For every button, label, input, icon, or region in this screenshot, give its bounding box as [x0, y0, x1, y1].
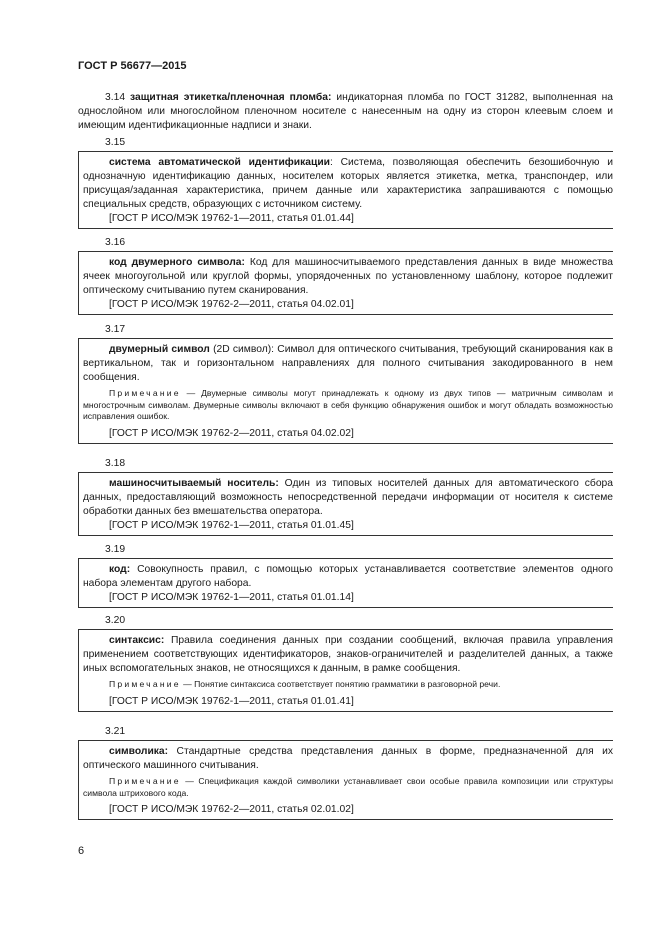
note-label: Примечание — [109, 776, 181, 786]
term: система автоматической идентификации — [109, 157, 330, 168]
definition-text: Стандартные средства представления данных в форме, предназначенной для их оптического машинного считывания. — [83, 746, 613, 771]
reference: [ГОСТ Р ИСО/МЭК 19762-1—2011, статья 01.01.44] — [109, 213, 354, 224]
definition-text: (2D символ): Символ для оптического считывания, требующий сканирования как в вертикальном, так и горизонтальном направлениях для полного считывания закодированного в нем сообщения. — [83, 344, 613, 383]
term-separator: : — [330, 157, 333, 168]
definition-box-3-21 — [78, 740, 613, 820]
entry-number: 3.21 — [105, 726, 126, 737]
note-label: Примечание — [109, 679, 181, 689]
entry-number: 3.18 — [105, 458, 126, 469]
definition-box-3-20 — [78, 629, 613, 712]
entry-number: 3.17 — [105, 324, 126, 335]
entry-number: 3.19 — [105, 544, 126, 555]
term: синтаксис: — [109, 635, 165, 646]
definition-text: Правила соединения данных при создании сообщений, включая правила управления применением соответствующих идентификаторов, знаков-ограничителей и разделителей данных, а также иных вспомогательных знаков, не относящихся к данным, в рамке сообщения. — [83, 635, 613, 674]
entry-number: 3.15 — [105, 137, 126, 148]
definition-3-14 — [78, 91, 613, 133]
reference: [ГОСТ Р ИСО/МЭК 19762-2—2011, статья 02.01.02] — [109, 804, 354, 815]
term: двумерный символ — [109, 344, 210, 355]
reference: [ГОСТ Р ИСО/МЭК 19762-1—2011, статья 01.01.14] — [109, 592, 354, 603]
definition-text: Один из типовых носителей данных для автоматического сбора данных, предоставляющий возможность непосредственной передачи информации от носителя к системе обработки данных без вмешательства оператора. — [83, 478, 613, 517]
note-text: — Понятие синтаксиса соответствует понятию грамматики в разговорной речи. — [180, 679, 501, 689]
definition-box-3-15 — [78, 151, 613, 229]
page-number: 6 — [78, 845, 85, 857]
definition-text: Система, позволяющая обеспечить безошибочную и однозначную идентификацию данных, носителем которых является этикетка, метка, транспондер, или присущая/заданная характеристика, причем данные или характеристика запрашиваются с помощью специальных средств, образующих с источником систему. — [83, 157, 613, 210]
definition-box-3-16 — [78, 251, 613, 315]
definition-box-3-19 — [78, 558, 613, 608]
definition-box-3-17 — [78, 338, 613, 444]
term: защитная этикетка/пленочная пломба: — [130, 92, 332, 103]
reference: [ГОСТ Р ИСО/МЭК 19762-2—2011, статья 04.02.02] — [109, 427, 354, 439]
entry-number: 3.20 — [105, 615, 126, 626]
definition-box-3-18 — [78, 472, 613, 536]
term: машиносчитываемый носитель: — [109, 478, 279, 489]
reference: [ГОСТ Р ИСО/МЭК 19762-1—2011, статья 01.01.41] — [109, 695, 354, 707]
entry-number: 3.16 — [105, 237, 126, 248]
term: символика: — [109, 746, 169, 757]
note-label: Примечание — [109, 388, 181, 398]
definition-text: Совокупность правил, с помощью которых устанавливается соответствие элементов одного набора элементам другого набора. — [83, 564, 613, 589]
reference: [ГОСТ Р ИСО/МЭК 19762-1—2011, статья 01.01.45] — [109, 520, 354, 531]
term: код двумерного символа: — [109, 257, 245, 268]
note-text: — Спецификация каждой символики устанавливает свои особые правила композиции или структуры символа штрихового кода. — [83, 776, 613, 798]
definition-text: индикаторная пломба по ГОСТ 31282, выполненная на однослойном или многослойном пленочном носителе с нанесенным на одну из сторон клеевым слоем и имеющим идентификационные надписи и знаки. — [78, 92, 613, 131]
definition-text: Код для машиносчитываемого представления данных в виде множества ячеек многоугольной или круглой формы, упорядоченных по установленному шаблону, которое подлежит оптическому считыванию путем сканирования. — [83, 257, 613, 296]
note-text: — Двумерные символы могут принадлежать к одному из двух типов — матричным символам и многострочным символам. Двумерные символы включают в себя функцию обнаружения ошибок и могут обладать возможностью исправления ошибок. — [83, 388, 613, 421]
document-header: ГОСТ Р 56677—2015 — [78, 60, 187, 72]
term: код: — [109, 564, 131, 575]
entry-number: 3.14 — [105, 92, 126, 103]
reference: [ГОСТ Р ИСО/МЭК 19762-2—2011, статья 04.02.01] — [109, 299, 354, 310]
